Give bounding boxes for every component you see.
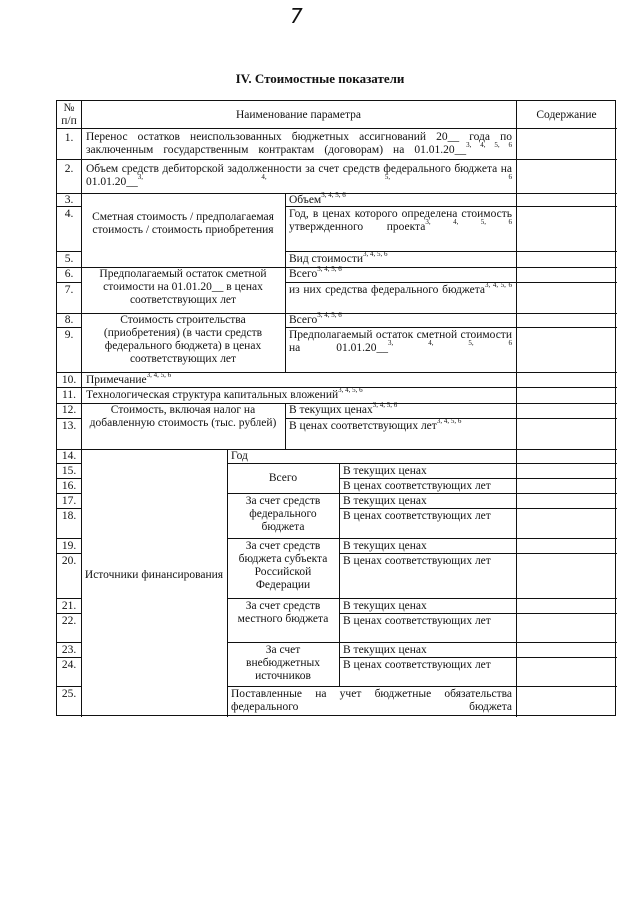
param-vat-years: В ценах соответствующих лет$^{3, 4, 5, 6}$ xyxy=(289,417,462,432)
row-number: 19. xyxy=(61,540,77,552)
param-remaining-total: Всего$^{3, 4, 5, 6}$ xyxy=(289,265,342,280)
row-number: 7. xyxy=(64,284,74,296)
row-number: 25. xyxy=(61,688,77,700)
row-number: 23. xyxy=(61,644,77,656)
row-number: 22. xyxy=(61,615,77,627)
param-total-years: В ценах соответствующих лет xyxy=(343,480,491,492)
param-carryover: Перенос остатков неиспользованных бюджетных ассигнований 20__ года по заключенным государственным контрактам (договорам) на 01.01.20__$^{3, 4, 5, 6}$ xyxy=(86,131,513,156)
row-number: 3. xyxy=(64,194,74,206)
param-federal-current: В текущих ценах xyxy=(343,495,427,507)
param-registered-obligations: Поставленные на учет бюджетные обязательства федерального бюджета xyxy=(231,688,512,713)
row-number: 13. xyxy=(61,420,77,432)
subgroup-extrabudgetary: За счет внебюджетных источников xyxy=(246,644,320,682)
row-number: 20. xyxy=(61,555,77,567)
row-number: 15. xyxy=(61,465,77,477)
param-year: Год xyxy=(231,450,248,462)
page-number: 7 xyxy=(290,4,303,28)
param-volume: Объем$^{3, 4, 5, 6}$ xyxy=(289,191,346,206)
param-cost-type: Вид стоимости$^{3, 4, 5, 6}$ xyxy=(289,250,388,265)
param-regional-current: В текущих ценах xyxy=(343,540,427,552)
param-construction-remaining: Предполагаемый остаток сметной стоимости на 01.01.20__$^{3, 4, 5, 6}$ xyxy=(289,329,513,354)
group-construction-cost: Стоимость строительства (приобретения) (в части средств федерального бюджета) в ценах соответствующих лет xyxy=(103,314,263,365)
subgroup-total: Всего xyxy=(268,472,298,484)
param-federal-years: В ценах соответствующих лет xyxy=(343,510,491,522)
param-extrabudgetary-years: В ценах соответствующих лет xyxy=(343,659,491,671)
param-regional-years: В ценах соответствующих лет xyxy=(343,555,491,567)
row-number: 2. xyxy=(64,163,74,175)
param-receivables: Объем средств дебиторской задолженности за счет средств федерального бюджета на 01.01.20__$^{3, 4, 5, 6}$ xyxy=(86,163,512,188)
param-local-years: В ценах соответствующих лет xyxy=(343,615,491,627)
group-cost-vat: Стоимость, включая налог на добавленную стоимость (тыс. рублей) xyxy=(89,404,277,429)
subgroup-regional: За счет средств бюджета субъекта Российской Федерации xyxy=(238,540,328,591)
subgroup-local: За счет средств местного бюджета xyxy=(237,600,329,625)
cost-indicators-table xyxy=(56,100,616,716)
row-number: 21. xyxy=(61,600,77,612)
row-number: 1. xyxy=(64,132,74,144)
row-number: 4. xyxy=(64,208,74,220)
param-vat-current: В текущих ценах$^{3, 4, 5, 6}$ xyxy=(289,401,398,416)
row-number: 12. xyxy=(61,404,77,416)
row-number: 18. xyxy=(61,510,77,522)
param-note: Примечание$^{3, 4, 5, 6}$ xyxy=(86,371,172,386)
param-extrabudgetary-current: В текущих ценах xyxy=(343,644,427,656)
header-name: Наименование параметра xyxy=(235,109,362,121)
group-remaining-cost: Предполагаемый остаток сметной стоимости на 01.01.20__ в ценах соответствующих лет xyxy=(99,268,267,306)
row-number: 24. xyxy=(61,659,77,671)
row-number: 10. xyxy=(61,374,77,386)
param-tech-structure: Технологическая структура капитальных вложений$^{3, 4, 5, 6}$ xyxy=(86,386,363,401)
param-local-current: В текущих ценах xyxy=(343,600,427,612)
group-estimated-cost: Сметная стоимость / предполагаемая стоимость / стоимость приобретения xyxy=(92,211,274,236)
row-number: 5. xyxy=(64,253,74,265)
row-number: 8. xyxy=(64,314,74,326)
header-num: № п/п xyxy=(61,102,77,127)
row-number: 11. xyxy=(62,389,76,401)
row-number: 14. xyxy=(61,450,77,462)
row-number: 17. xyxy=(61,495,77,507)
group-funding-sources: Источники финансирования xyxy=(84,569,224,581)
param-price-year: Год, в ценах которого определена стоимость утвержденного проекта$^{3, 4, 5, 6}$ xyxy=(289,208,512,233)
header-content: Содержание xyxy=(536,109,597,121)
row-number: 6. xyxy=(64,268,74,280)
subgroup-federal: За счет средств федерального бюджета xyxy=(245,495,321,533)
row-number: 16. xyxy=(61,480,77,492)
row-number: 9. xyxy=(64,329,74,341)
param-total-current: В текущих ценах xyxy=(343,465,427,477)
param-remaining-federal: из них средства федерального бюджета$^{3, 4, 5, 6}$ xyxy=(289,281,513,296)
section-title: IV. Стоимостные показатели xyxy=(235,71,405,86)
param-construction-total: Всего$^{3, 4, 5, 6}$ xyxy=(289,311,342,326)
